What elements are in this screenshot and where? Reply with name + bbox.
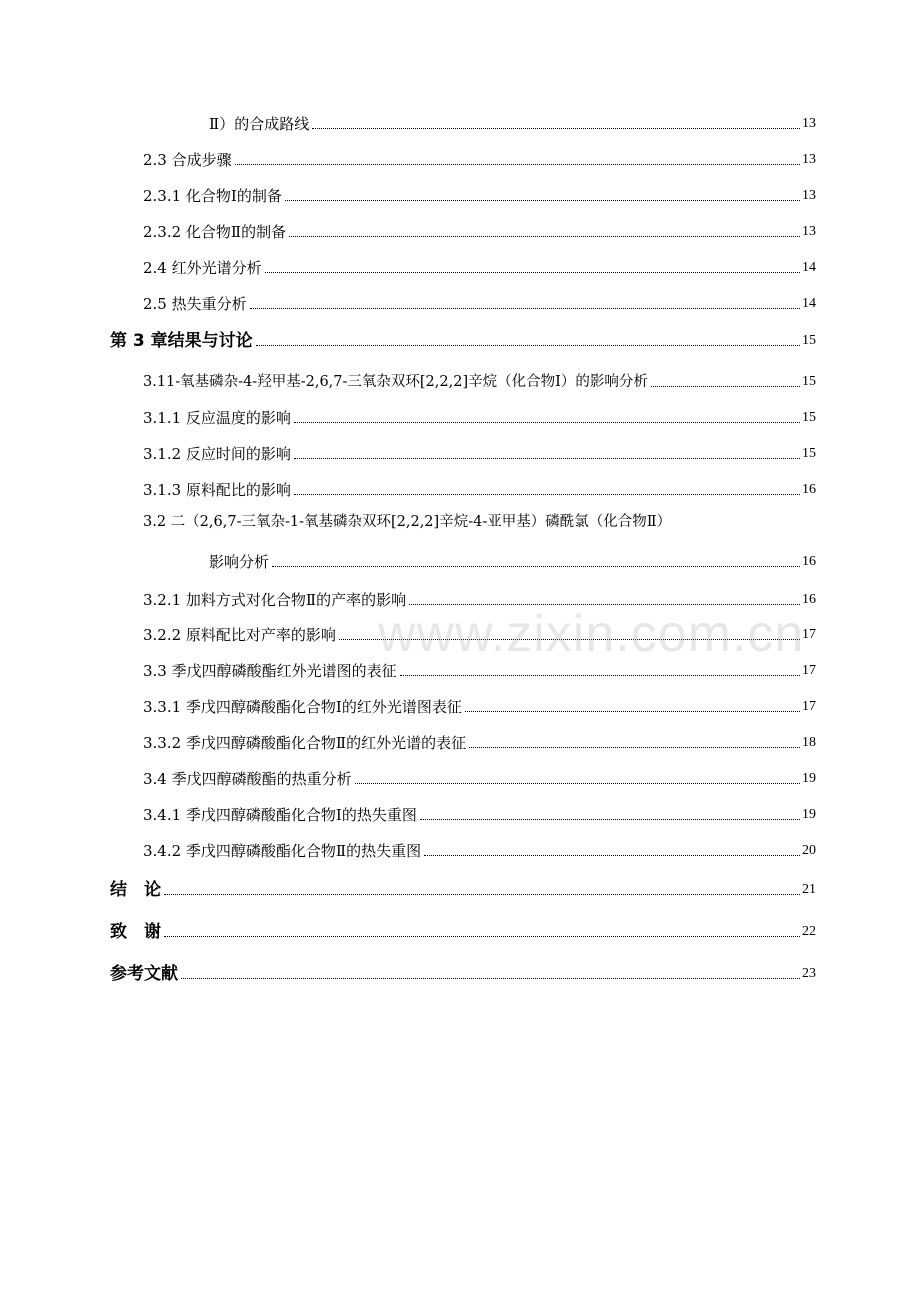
toc-entry-page: 17 [802,663,816,678]
toc-entry-page: 21 [802,882,816,897]
toc-chapter-entry[interactable] [110,327,816,351]
dot-leader [465,711,800,712]
dot-leader [424,855,800,856]
toc-entry-page: 15 [802,333,816,348]
toc-entry[interactable] [143,218,816,242]
watermark: www.zixin.com.cn [378,605,805,663]
dot-leader [294,458,800,459]
toc-entry-page: 13 [802,224,816,239]
toc-chapter-entry[interactable] [110,876,816,900]
toc-entry-title: 3.4 季戊四醇磷酸酯的热重分析 [143,770,352,788]
toc-entry-title: 3.1.1 反应温度的影响 [143,409,291,427]
toc-entry[interactable] [143,254,816,278]
toc-entry-title: 2.4 红外光谱分析 [143,259,262,277]
toc-entry-title: 3.1.3 原料配比的影响 [143,481,291,499]
toc-entry-title: 3.2.1 加料方式对化合物Ⅱ的产率的影响 [143,591,407,609]
toc-entry[interactable] [143,621,816,645]
toc-entry-page: 19 [802,771,816,786]
toc-entry-title: 3.4.2 季戊四醇磷酸酯化合物Ⅱ的热失重图 [143,842,422,860]
toc-entry-title: 3.4.1 季戊四醇磷酸酯化合物Ⅰ的热失重图 [143,806,417,824]
toc-entry-title: 2.3.1 化合物Ⅰ的制备 [143,187,282,205]
toc-entry[interactable] [143,476,816,500]
dot-leader [250,308,800,309]
toc-entry-page: 15 [802,446,816,461]
dot-leader [355,783,800,784]
toc-entry-title: 3.3.1 季戊四醇磷酸酯化合物Ⅰ的红外光谱图表征 [143,698,462,716]
toc-entry[interactable] [143,801,816,825]
toc-chapter-title: 结 论 [110,880,161,900]
toc-entry[interactable] [143,146,816,170]
toc-entry-page: 17 [802,627,816,642]
toc-entry-title: 2.3 合成步骤 [143,151,232,169]
toc-entry-title: Ⅱ）的合成路线 [209,115,310,133]
toc-entry[interactable] [143,182,816,206]
toc-entry-title: 3.2.2 原料配比对产率的影响 [143,626,336,644]
toc-entry-page: 20 [802,843,816,858]
toc-entry-title: 3.3.2 季戊四醇磷酸酯化合物Ⅱ的红外光谱的表征 [143,734,467,752]
toc-entry-title: 2.5 热失重分析 [143,295,247,313]
toc-entry-page: 19 [802,807,816,822]
dot-leader [164,894,800,895]
toc-entry-page: 15 [802,374,816,389]
toc-entry-page: 14 [802,296,816,311]
toc-entry-title: 2.3.2 化合物Ⅱ的制备 [143,223,287,241]
dot-leader [164,936,800,937]
dot-leader [651,386,800,387]
toc-entry[interactable] [209,110,816,134]
toc-entry-page: 16 [802,482,816,497]
toc-entry[interactable] [143,404,816,428]
toc-entry-page: 14 [802,260,816,275]
dot-leader [294,422,800,423]
toc-entry[interactable] [143,368,816,392]
toc-entry[interactable] [143,729,816,753]
dot-leader [409,604,800,605]
dot-leader [339,639,800,640]
toc-entry-page: 17 [802,699,816,714]
toc-chapter-title: 第 3 章结果与讨论 [110,331,253,351]
dot-leader [420,819,800,820]
toc-chapter-title: 致 谢 [110,922,161,942]
toc-entry[interactable] [143,440,816,464]
toc-entry-page: 13 [802,116,816,131]
toc-entry[interactable] [143,586,816,610]
toc-entry-title: 3.3 季戊四醇磷酸酯红外光谱图的表征 [143,662,397,680]
toc-entry-title-line2: 影响分析 [209,553,270,571]
toc-entry-page: 18 [802,735,816,750]
toc-entry[interactable] [143,290,816,314]
toc-entry[interactable] [143,693,816,717]
toc-entry-page: 13 [802,152,816,167]
toc-chapter-title: 参考文献 [110,964,178,984]
dot-leader [285,200,800,201]
toc-entry[interactable] [143,657,816,681]
dot-leader [256,345,800,346]
dot-leader [312,128,800,129]
toc-entry[interactable] [143,765,816,789]
toc-entry-page: 16 [802,592,816,607]
dot-leader [272,566,800,567]
toc-entry-page: 13 [802,188,816,203]
toc-entry-title-line1[interactable]: 3.2 二（2,6,7-三氧杂-1-氧基磷杂双环[2,2,2]辛烷-4-亚甲基）磷酰氯（化合物Ⅱ） [143,514,672,530]
toc-chapter-entry[interactable] [110,918,816,942]
toc-entry[interactable] [143,837,816,861]
dot-leader [289,236,800,237]
dot-leader [400,675,800,676]
toc-entry-title: 3.1.2 反应时间的影响 [143,445,291,463]
dot-leader [469,747,800,748]
dot-leader [235,164,800,165]
toc-entry-title: 3.11-氧基磷杂-4-羟甲基-2,6,7-三氧杂双环[2,2,2]辛烷（化合物Ⅰ）的影响分析 [143,374,648,390]
toc-entry-page: 23 [802,966,816,981]
toc-entry-page: 16 [802,554,816,569]
dot-leader [294,494,800,495]
dot-leader [265,272,800,273]
toc-entry-page: 22 [802,924,816,939]
toc-entry-page: 15 [802,410,816,425]
dot-leader [181,978,800,979]
toc-entry[interactable] [209,548,816,572]
toc-chapter-entry[interactable] [110,960,816,984]
